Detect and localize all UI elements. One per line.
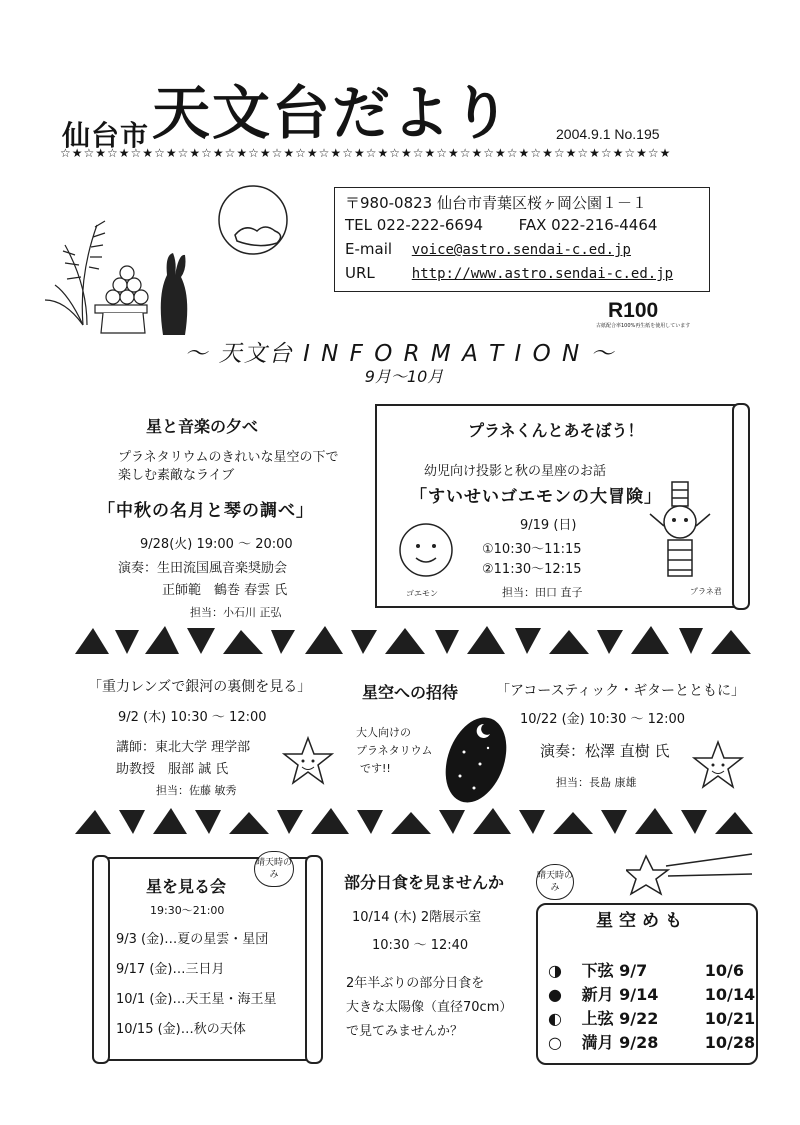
moon-phase-date-oct: 10/14 [704,985,756,1004]
observation-time: 19:30～21:00 [150,904,225,917]
last-quarter-moon-icon: ◑ [548,961,562,980]
info-heading: ～ 天文台 I N F O R M A T I O N ～ [184,341,616,367]
planekun-staff: 担当：田口 直子 [502,586,583,599]
moon-phase-date-sep: 9/28 [619,1033,659,1052]
moon-phase: 上弦 [581,1009,614,1028]
moon-phase-date-oct: 10/21 [704,1009,756,1028]
star-memo-title: 星空めも [590,906,694,931]
new-moon-icon: ● [548,985,562,1004]
moon-phase-date-oct: 10/28 [704,1033,756,1052]
fax-number: FAX 022-216-4464 [518,216,658,234]
guitar-performer: 演奏：松澤 直樹 氏 [540,742,670,760]
goemon-illustration [388,520,470,590]
music-performer-2: 正師範 鶴巻 春雲 氏 [162,583,288,598]
star-divider: ☆★☆★☆★☆★☆★☆★☆★☆★☆★☆★☆★☆★☆★☆★☆★☆★☆★☆★☆★☆★☆★☆★☆★☆★☆★☆★ [60,146,672,160]
guitar-datetime: 10/22 (金) 10:30 ～ 12:00 [520,712,686,727]
plane-kun-label: プラネ君 [690,587,722,596]
smiling-star-icon [282,736,334,786]
moon-phase: 下弦 [581,961,614,980]
eclipse-date: 10/14 (木) 2階展示室 [352,910,482,925]
moon-phase-row [548,958,744,981]
eclipse-title: 部分日食を見ませんか [344,873,505,892]
music-description-2: 楽しむ素敵なライブ [118,468,235,483]
planekun-description: 幼児向け投影と秋の星座のお話 [424,464,607,479]
observation-item-4: 10/15 (金)…秋の天体 [116,1022,246,1037]
invite-note-2: プラネタリウム [356,744,433,757]
address: 〒980-0823 仙台市青葉区桜ヶ岡公園１－１ [345,194,647,212]
eclipse-description-2: 大きな太陽像（直径70cm） [346,1000,513,1015]
lecture-lecturer-2: 助教授 服部 誠 氏 [116,762,229,777]
music-event-title: 星と音楽の夕べ [146,417,259,436]
music-datetime: 9/28(火) 19:00 ～ 20:00 [140,537,293,552]
rabbit-icon [161,253,188,335]
observation-title: 星を見る会 [146,877,227,896]
r100-logo: R100 [608,299,659,322]
planekun-time-2: ②11:30～12:15 [482,562,582,577]
observation-item-1: 9/3 (金)…夏の星雲・星団 [116,932,269,947]
music-performer-1: 演奏：生田流国風音楽奨励会 [118,561,288,576]
moon-phase-row [548,1030,755,1053]
lecture-program: 「重力レンズで銀河の裏側を見る」 [88,679,312,695]
invite-note-3: です!! [360,762,391,775]
eclipse-description-1: 2年半ぶりの部分日食を [346,976,485,991]
guitar-staff: 担当：長島 康雄 [556,776,637,789]
plane-kun-illustration [640,478,720,596]
moon-phase-date-sep: 9/14 [619,985,659,1004]
dango-icon [95,266,148,333]
music-staff: 担当：小石川 正弘 [190,606,282,619]
observation-item-2: 9/17 (金)…三日月 [116,962,225,977]
website-link[interactable]: http://www.astro.sendai-c.ed.jp [411,266,674,282]
eclipse-description-3: で見てみませんか？ [346,1024,464,1039]
guitar-program: 「アコースティック・ギターとともに」 [496,683,746,699]
moon-phase: 新月 [581,985,614,1004]
shooting-star-icon [626,852,756,902]
eclipse-time: 10:30 ～ 12:40 [372,938,469,953]
scroll-curl-left [92,855,110,1064]
email-link[interactable]: voice@astro.sendai-c.ed.jp [411,242,631,258]
contact-box [334,187,710,292]
email-label: E-mail [345,240,393,258]
night-sky-illustration [440,712,512,808]
moon-phase-date-oct: 10/6 [704,961,744,980]
full-moon-icon: ○ [548,1033,562,1052]
moon-phase: 満月 [581,1033,614,1052]
invite-note-1: 大人向けの [356,726,411,739]
url-label: URL [345,264,375,282]
planekun-program: 「すいせいゴエモンの大冒険」 [410,487,662,507]
cloud-icon [235,227,281,246]
observation-item-3: 10/1 (金)…天王星・海王星 [116,992,277,1007]
observation-weather-badge: 晴天時のみ [254,851,294,887]
scroll-curl-right [305,855,323,1064]
moon-viewing-illustration [35,185,335,345]
moon-phase-date-sep: 9/22 [619,1009,659,1028]
scroll-curl [732,403,750,610]
first-quarter-moon-icon: ◐ [548,1009,562,1028]
moon-phase-date-sep: 9/7 [619,961,648,980]
music-description-1: プラネタリウムのきれいな星空の下で [118,450,339,465]
lecture-staff: 担当：佐藤 敏秀 [156,784,237,797]
moon-phase-row [548,1006,755,1029]
recycled-paper-note: 古紙配合率100%再生紙を使用しています [596,323,691,329]
info-period: 9月～10月 [364,367,444,386]
moon-phase-row [548,982,755,1005]
planekun-date: 9/19 (日) [520,518,577,533]
issue-number: 2004.9.1 No.195 [556,126,660,142]
goemon-label: ゴエモン [406,589,438,598]
smiling-star-icon-2 [692,740,744,790]
lecture-lecturer-1: 講師：東北大学 理学部 [116,740,251,755]
invite-title: 星空への招待 [362,683,459,702]
phone-number: TEL 022-222-6694 [345,216,484,234]
newsletter-title: 天文台だより [152,79,513,147]
decorative-band-top [75,624,755,658]
planekun-time-1: ①10:30～11:15 [482,542,582,557]
planekun-title: プラネくんとあそぼう！ [468,421,644,440]
eclipse-weather-badge: 晴天時のみ [536,864,574,900]
music-program: 「中秋の名月と琴の調べ」 [98,501,314,521]
lecture-datetime: 9/2 (木) 10:30 ～ 12:00 [118,710,267,725]
newsletter-city: 仙台市 [62,119,150,152]
decorative-band-bottom [75,806,755,840]
